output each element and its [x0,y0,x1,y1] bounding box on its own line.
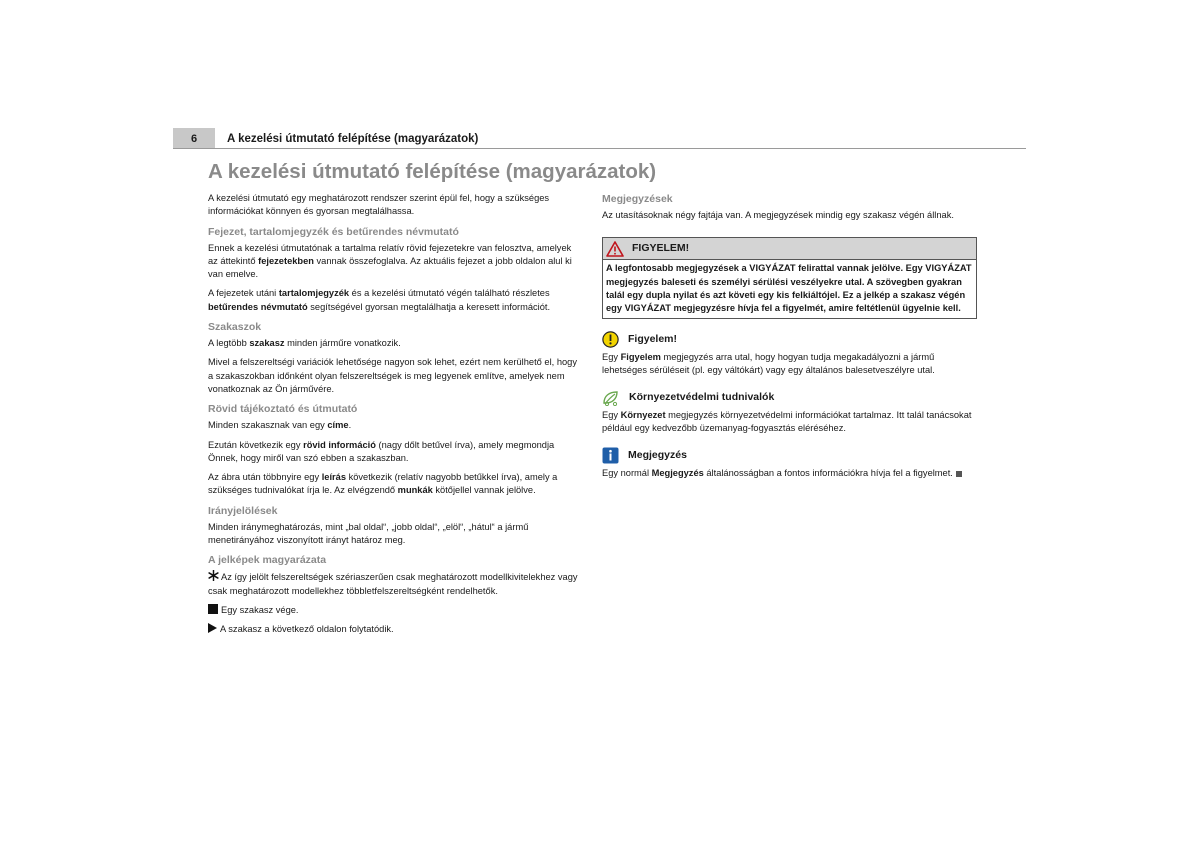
continue-arrow-icon [208,623,217,633]
caution-exclamation-icon [602,331,619,348]
page-number: 6 [173,128,215,148]
sections-paragraph-1: A legtöbb szakasz minden járműre vonatkozik. [208,338,401,349]
note-title: Megjegyzés [628,449,687,462]
short-info-paragraph-3: Az ábra után többnyire egy leírás következik (relatív nagyobb betűkkel írva), amely a szükséges tudnivalókat írja le. Az elvégzendő munkák kötőjellel vannak jelölve. [208,472,558,496]
symbol-arrow-line: A szakasz a következő oldalon folytatódik. [208,623,580,636]
symbol-square-line: Egy szakasz vége. [208,604,580,617]
end-square-icon [208,604,218,614]
note-text: Egy normál Megjegyzés általánosságban a fontos információkra hívja fel a figyelmet. [602,467,977,480]
notes-heading: Megjegyzések [602,193,673,205]
header-title: A kezelési útmutató felépítése (magyarázatok) [227,133,479,145]
asterisk-icon [208,570,219,581]
environment-text: Egy Környezet megjegyzés környezetvédelmi információkat tartalmaz. Itt talál tanácsokat például egy kedvezőbb üzemanyag-fogyasztás eléréséhez. [602,409,972,433]
end-square-icon [956,471,962,477]
notes-intro: Az utasításoknak négy fajtája van. A megjegyzések mindig egy szakasz végén állnak. [602,210,954,220]
page-title: A kezelési útmutató felépítése (magyarázatok) [208,160,657,183]
symbol-asterisk-line: Az így jelölt felszereltségek szériaszerűen csak meghatározott modellkivitelekhez vagy csak meghatározott modellekhez többletfelszereltségként rendelhetők. [208,572,578,596]
info-icon [602,447,619,464]
short-info-paragraph-2: Ezután következik egy rövid információ (nagy dőlt betűvel írva), amely megmondja Önnek, hogy miről van szó ebben a szakaszban. [208,439,555,463]
caution-header [602,331,977,348]
page-header [173,128,1026,149]
warning-title: FIGYELEM! [632,242,690,255]
note-header [602,447,977,464]
section-heading-directions: Irányjelölések [208,504,278,517]
right-column [602,192,977,487]
directions-paragraph: Minden iránymeghatározás, mint „bal oldal“, „jobb oldal“, „elöl“, „hátul“ a jármű menetirányához viszonyított irányt határoz meg. [208,521,529,546]
environment-leaf-icon [602,390,620,406]
section-heading-chapters: Fejezet, tartalomjegyzék és betűrendes névmutató [208,225,459,238]
left-column [208,192,580,643]
short-info-paragraph-1: Minden szakasznak van egy címe. [208,420,352,431]
environment-header [602,390,977,406]
warning-body: A legfontosabb megjegyzések a VIGYÁZAT felirattal vannak jelölve. Egy VIGYÁZAT megjegyzés baleseti és személyi sérülési veszélyekre utal. A szövegben gyakran talál egy dupla nyilat és azt követi egy kis felkiáltójel. Ez a jelkép a szakasz végén egy VIGYÁZAT megjegyzésre hívja fel a figyelmét, amire feltétlenül ügyelnie kell. [606,263,972,313]
caution-title: Figyelem! [628,332,678,345]
section-heading-sections: Szakaszok [208,321,262,334]
chapters-paragraph-2: A fejezetek utáni tartalomjegyzék és a kezelési útmutató végén található részletes betűrendes névmutató segítségével gyorsan megtalálhatja a keresett információt. [208,288,551,312]
sections-paragraph-2: Mivel a felszereltségi variációk lehetősége nagyon sok lehet, ezért nem kerülhető el, hogy a szakaszokban időnként olyan felszereltségek is meg legyenek említve, amelyek nem vonatkoznak az Ön járművére. [208,357,577,394]
chapters-paragraph-1: Ennek a kezelési útmutatónak a tartalma relatív rövid fejezetekre van felosztva, amelyek az áttekintő fejezetekben vannak összefoglalva. Az aktuális fejezet a jobb oldalon alul ki van emelve. [208,242,572,280]
caution-text: Egy Figyelem megjegyzés arra utal, hogy hogyan tudja megakadályozni a jármű lehetséges sérüléseit (pl. egy váltókárt) vagy egy általános balesetveszélyre utal. [602,352,935,376]
environment-title: Környezetvédelmi tudnivalók [629,391,775,404]
warning-box [602,237,977,319]
intro-paragraph: A kezelési útmutató egy meghatározott rendszer szerint épül fel, hogy a szükséges információkat könnyen és gyorsan megtalálhassa. [208,193,550,217]
warning-header [603,238,976,260]
section-heading-short-info: Rövid tájékoztató és útmutató [208,403,358,416]
warning-triangle-icon [606,241,624,257]
section-heading-symbols: A jelképek magyarázata [208,554,327,567]
